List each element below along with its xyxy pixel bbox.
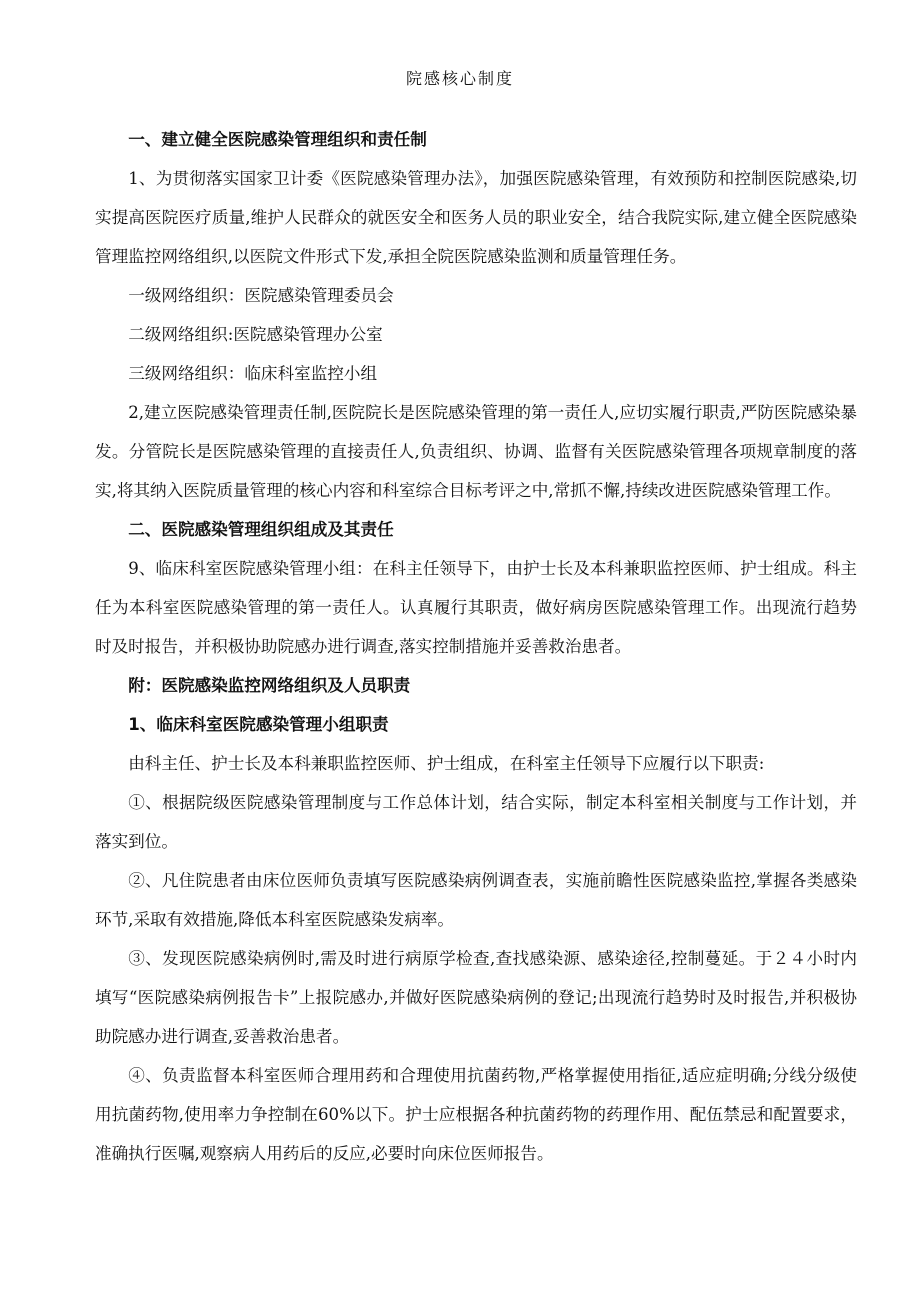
paragraph-2: 2,建立医院感染管理责任制,医院院长是医院感染管理的第一责任人,应切实履行职责,严防医院感染暴发。分管院长是医院感染管理的直接责任人,负责组织、协调、监督有关医院感染管理各项规章制度的落实,将其纳入医院质量管理的核心内容和科室综合目标考评之中,常抓不懈,持续改进医院感染管理工作。: [95, 403, 857, 500]
paragraph-item-3: ③、发现医院感染病例时,需及时进行病原学检查,查找感染源、感染途径,控制蔓延。于２４小时内填写“医院感染病例报告卡”上报院感办,并做好医院感染病例的登记;出现流行趋势时及时报告,并积极协助院感办进行调查,妥善救治患者。: [95, 949, 857, 1046]
paragraph-item-4: ④、负责监督本科室医师合理用药和合理使用抗菌药物,严格掌握使用指征,适应症明确;分线分级使用抗菌药物,使用率力争控制在60%以下。护士应根据各种抗菌药物的药理作用、配伍禁忌和配置要求，准确执行医嘱,观察病人用药后的反应,必要时向床位医师报告。: [95, 1066, 857, 1163]
paragraph-item-2: ②、凡住院患者由床位医师负责填写医院感染病例调查表，实施前瞻性医院感染监控,掌握各类感染环节,采取有效措施,降低本科室医院感染发病率。: [95, 871, 857, 929]
document-title: 院感核心制度: [405, 69, 514, 88]
paragraph-level-3: 三级网络组织：临床科室监控小组: [128, 364, 378, 383]
paragraph-9: 9、临床科室医院感染管理小组：在科主任领导下，由护士长及本科兼职监控医师、护士组成。科主任为本科室医院感染管理的第一责任人。认真履行其职责，做好病房医院感染管理工作。出现流行趋势时及时报告，并积极协助院感办进行调查,落实控制措施并妥善救治患者。: [95, 559, 857, 656]
paragraph-intro: 由科主任、护士长及本科兼职监控医师、护士组成，在科室主任领导下应履行以下职责:: [128, 754, 765, 773]
subsection-heading-1: 1、临床科室医院感染管理小组职责: [128, 715, 389, 734]
paragraph-level-2: 二级网络组织:医院感染管理办公室: [128, 325, 383, 344]
paragraph-level-1: 一级网络组织：医院感染管理委员会: [128, 286, 394, 305]
paragraph-item-1: ①、根据院级医院感染管理制度与工作总体计划，结合实际，制定本科室相关制度与工作计划，并落实到位。: [95, 793, 857, 851]
section-heading-1: 一、建立健全医院感染管理组织和责任制: [128, 130, 427, 149]
paragraph-1: 1、为贯彻落实国家卫计委《医院感染管理办法》，加强医院感染管理，有效预防和控制医院感染,切实提高医院医疗质量,维护人民群众的就医安全和医务人员的职业安全，结合我院实际,建立健全医院感染管理监控网络组织,以医院文件形式下发,承担全院医院感染监测和质量管理任务。: [95, 169, 857, 266]
section-heading-2: 二、医院感染管理组织组成及其责任: [128, 520, 394, 539]
appendix-heading: 附：医院感染监控网络组织及人员职责: [128, 676, 411, 695]
document-body: [95, 120, 857, 1173]
